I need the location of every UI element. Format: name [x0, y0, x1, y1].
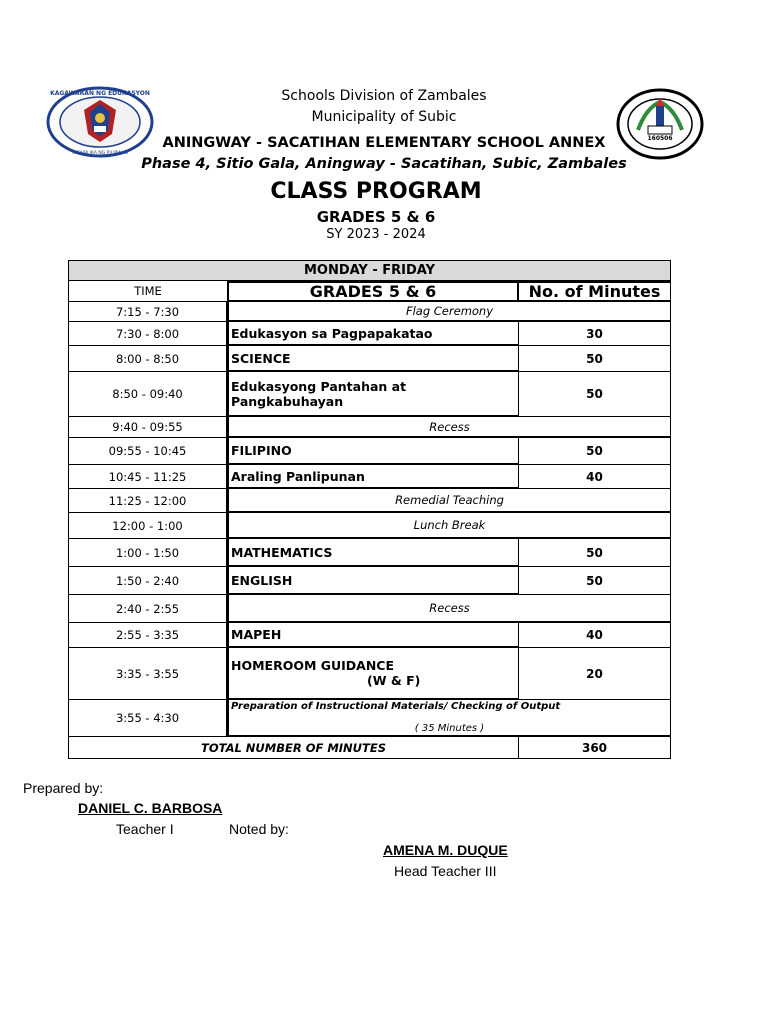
- table-row-minutes: 30: [519, 322, 671, 346]
- class-program-table: [68, 260, 671, 759]
- table-row-minutes: 50: [519, 539, 671, 567]
- table-row-minutes: 50: [519, 438, 671, 465]
- table-days-header: MONDAY - FRIDAY: [68, 260, 671, 281]
- table-row-subject: Araling Panlipunan: [227, 465, 519, 489]
- column-header-time: TIME: [68, 281, 227, 302]
- table-row-time: 3:55 - 4:30: [68, 700, 227, 737]
- table-row-subject: [227, 648, 519, 700]
- table-row-subject: MATHEMATICS: [227, 539, 519, 567]
- table-row-activity: Lunch Break: [227, 513, 671, 539]
- table-row-subject: Edukasyong Pantahan at Pangkabuhayan: [227, 372, 519, 417]
- noted-by-label: Noted by:: [229, 821, 289, 837]
- preparer-name: DANIEL C. BARBOSA: [78, 800, 223, 816]
- activity-duration: ( 35 Minutes ): [414, 723, 485, 734]
- table-row-time: 3:35 - 3:55: [68, 648, 227, 700]
- table-row-time: 2:40 - 2:55: [68, 595, 227, 623]
- table-row-activity: Remedial Teaching: [227, 489, 671, 513]
- table-row-time: 1:50 - 2:40: [68, 567, 227, 595]
- table-row-subject: MAPEH: [227, 623, 519, 648]
- document-title: CLASS PROGRAM: [270, 179, 482, 204]
- total-minutes-value: 360: [519, 737, 671, 759]
- table-row-time: 09:55 - 10:45: [68, 438, 227, 465]
- school-address: Phase 4, Sitio Gala, Aningway - Sacatihan, Subic, Zambales: [141, 156, 627, 172]
- activity-label: Preparation of Instructional Materials/ Checking of Output: [231, 701, 561, 712]
- table-row-time: 2:55 - 3:35: [68, 623, 227, 648]
- table-row-time: 7:30 - 8:00: [68, 322, 227, 346]
- seal-ring-text: KAGAWARAN NG EDUKASYON: [50, 90, 150, 97]
- table-row-activity: Recess: [227, 417, 671, 438]
- table-row-minutes: 50: [519, 567, 671, 595]
- table-row-activity: Flag Ceremony: [227, 302, 671, 322]
- table-row-minutes: 20: [519, 648, 671, 700]
- table-row-subject: Edukasyon sa Pagpapakatao: [227, 322, 519, 346]
- seal-bottom-text: REPUBLIKA NG PILIPINAS: [72, 151, 128, 156]
- table-row-subject: SCIENCE: [227, 346, 519, 372]
- preparer-position: Teacher I: [116, 821, 174, 837]
- table-row-time: 10:45 - 11:25: [68, 465, 227, 489]
- table-row-minutes: 50: [519, 346, 671, 372]
- table-row-minutes: 40: [519, 465, 671, 489]
- table-row-subject: FILIPINO: [227, 438, 519, 465]
- table-row-time: 8:50 - 09:40: [68, 372, 227, 417]
- noter-position: Head Teacher III: [394, 863, 497, 879]
- column-header-minutes: No. of Minutes: [519, 281, 671, 302]
- table-row-subject: ENGLISH: [227, 567, 519, 595]
- noter-name: AMENA M. DUQUE: [383, 842, 508, 858]
- grades-title: GRADES 5 & 6: [316, 208, 436, 226]
- table-row-time: 7:15 - 7:30: [68, 302, 227, 322]
- school-code-text: 160506: [647, 135, 673, 142]
- subject-label: HOMEROOM GUIDANCE: [231, 658, 395, 673]
- table-row-activity: [227, 700, 671, 737]
- school-name: ANINGWAY - SACATIHAN ELEMENTARY SCHOOL ANNEX: [162, 135, 606, 151]
- table-row-minutes: 40: [519, 623, 671, 648]
- column-header-grades: GRADES 5 & 6: [227, 281, 519, 302]
- table-row-time: 1:00 - 1:50: [68, 539, 227, 567]
- table-row-time: 12:00 - 1:00: [68, 513, 227, 539]
- table-row-minutes: 50: [519, 372, 671, 417]
- school-year: SY 2023 - 2024: [326, 227, 426, 242]
- total-minutes-label: TOTAL NUMBER OF MINUTES: [68, 737, 519, 759]
- table-row-time: 11:25 - 12:00: [68, 489, 227, 513]
- table-row-time: 9:40 - 09:55: [68, 417, 227, 438]
- municipality-name: Municipality of Subic: [311, 109, 457, 125]
- division-name: Schools Division of Zambales: [281, 88, 487, 104]
- prepared-by-label: Prepared by:: [23, 780, 104, 796]
- table-row-activity: Recess: [227, 595, 671, 623]
- table-row-time: 8:00 - 8:50: [68, 346, 227, 372]
- subject-schedule-note: (W & F): [367, 673, 421, 688]
